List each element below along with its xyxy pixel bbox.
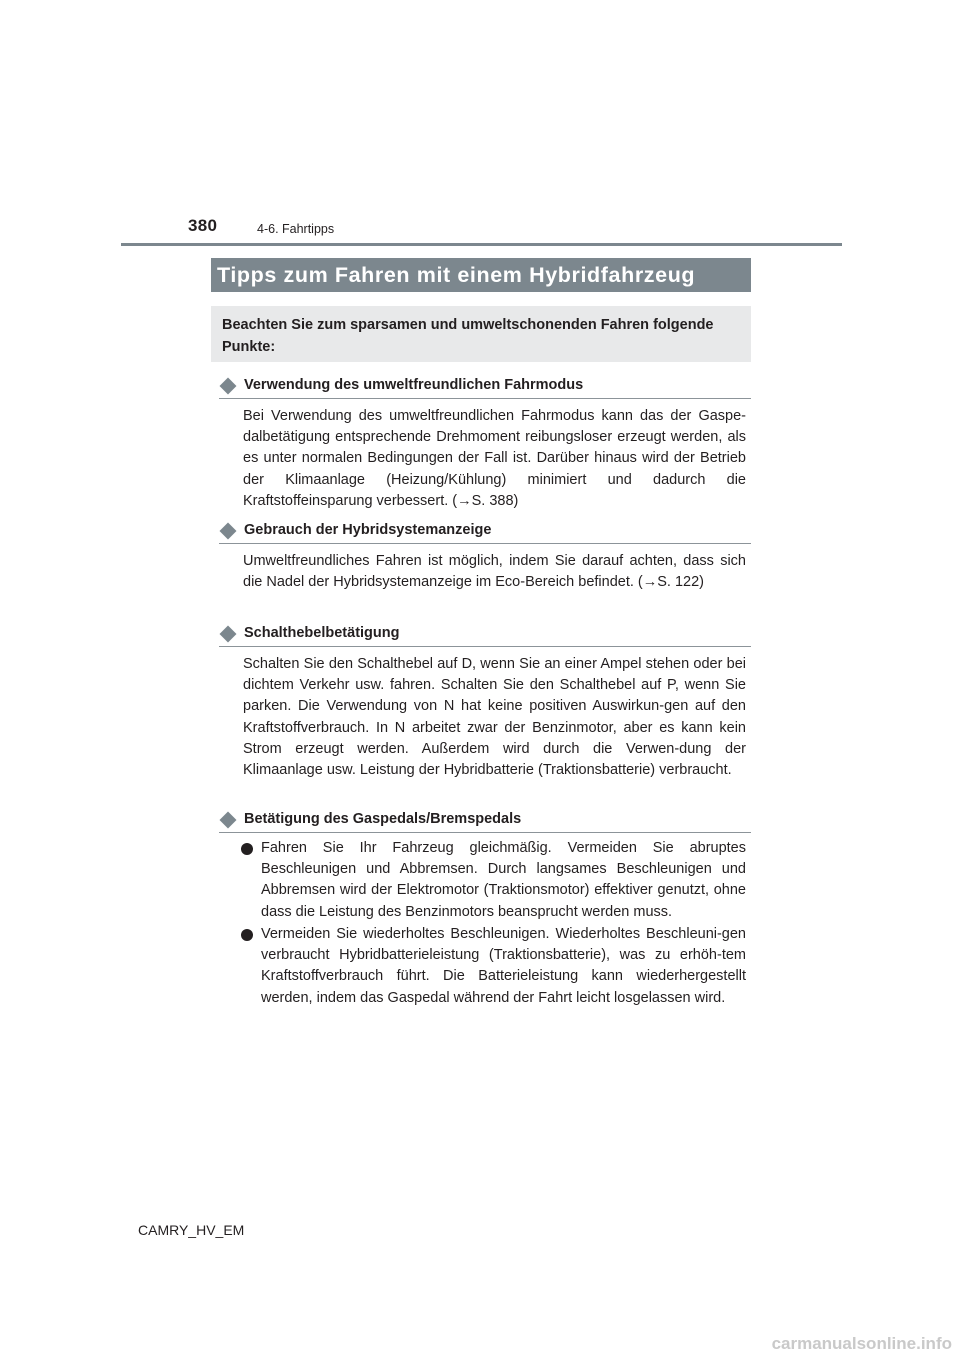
bullet-text: Fahren Sie Ihr Fahrzeug gleichmäßig. Vermeiden Sie abruptes Beschleunigen und Abbremsen. Durch langsames Beschleunigen und Abbremsen wird der Elektromotor (Traktionsmotor) effektiver genutzt, ohne dass die Leistung des Benzinmotors beansprucht werden muss. — [261, 840, 746, 920]
bullet-icon — [241, 843, 253, 855]
section-title: Gebrauch der Hybridsystemanzeige — [244, 522, 492, 538]
section-title: Verwendung des umweltfreundlichen Fahrmodus — [244, 377, 584, 393]
header-rule — [121, 243, 842, 246]
section-title: Schalthebelbetätigung — [244, 625, 400, 641]
page-title: Tipps zum Fahren mit einem Hybridfahrzeug — [217, 262, 696, 287]
section-heading — [219, 522, 751, 544]
diamond-icon — [220, 523, 237, 540]
section-title: Betätigung des Gaspedals/Bremspedals — [244, 811, 522, 827]
chapter-label: 4-6. Fahrtipps — [257, 222, 335, 236]
section-heading — [219, 377, 751, 399]
intro-box: Beachten Sie zum sparsamen und umweltschonenden Fahren folgende Punkte: — [211, 306, 751, 362]
diamond-icon — [220, 378, 237, 395]
page-number: 380 — [188, 216, 218, 235]
section-heading — [219, 625, 751, 647]
section-paragraph: Schalten Sie den Schalthebel auf D, wenn Sie an einer Ampel stehen oder bei dichtem Verkehr usw. fahren. Schalten Sie den Schalthebel auf P, wenn Sie parken. Die Verwendung von N hat keine positiven Auswirkun-gen auf den Kraftstoffverbrauch. In N arbeitet zwar der Benzinmotor, aber es kann kein Strom erzeugt werden. Außerdem wird durch die Verwen-dung der Klimaanlage usw. Leistung der Hybridbatterie (Traktionsbatterie) verbraucht. — [243, 656, 746, 779]
title-bar — [211, 258, 751, 292]
bullet-text: Vermeiden Sie wiederholtes Beschleunigen. Wiederholtes Beschleuni-gen verbraucht Hybridbatterieleistung (Traktionsbatterie), was zu erhöh-tem Kraftstoffverbrauch führt. Die Batterieleistung kann wiederhergestellt werden, indem das Gaspedal während der Fahrt leicht losgelassen wird. — [261, 926, 746, 1006]
section-heading — [219, 811, 751, 833]
footer-code: CAMRY_HV_EM — [138, 1222, 245, 1238]
diamond-icon — [220, 812, 237, 829]
bullet-icon — [241, 929, 253, 941]
section-paragraph: Bei Verwendung des umweltfreundlichen Fahrmodus kann das der Gaspe-dalbetätigung entsprechende Drehmoment reibungsloser erzeugt werden, als es unter normalen Bedingungen der Fall ist. Darüber hinaus wird der Betrieb der Klimaanlage (Heizung/Kühlung) minimiert und dadurch die Kraftstoffeinsparung verbessert. (→S. 388) — [243, 408, 746, 509]
watermark: carmanualsonline.info — [771, 1334, 952, 1353]
diamond-icon — [220, 626, 237, 643]
section-paragraph: Umweltfreundliches Fahren ist möglich, indem Sie darauf achten, dass sich die Nadel der Hybridsystemanzeige im Eco-Bereich befindet. (→S. 122) — [243, 553, 746, 591]
